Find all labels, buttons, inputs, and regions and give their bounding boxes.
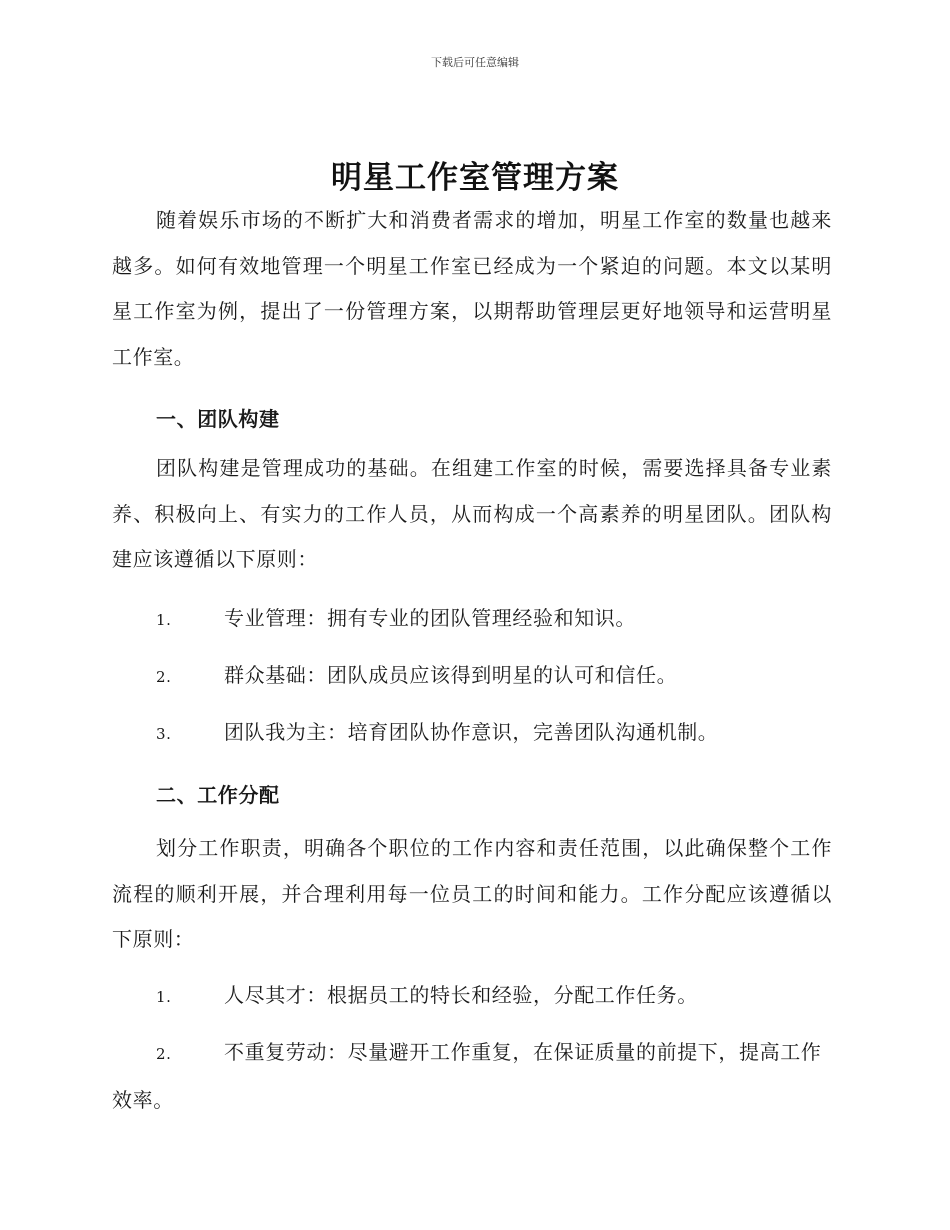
list-item-text: 团队我为主：培育团队协作意识，完善团队沟通机制。 xyxy=(224,720,719,744)
list-item-text: 专业管理：拥有专业的团队管理经验和知识。 xyxy=(224,606,636,630)
list-item-number: 2. xyxy=(156,1045,172,1063)
document-title: 明星工作室管理方案 xyxy=(331,160,619,196)
list-item-text: 人尽其才：根据员工的特长和经验，分配工作任务。 xyxy=(224,983,698,1007)
list-item xyxy=(112,1030,832,1123)
work-paragraph: 划分工作职责，明确各个职位的工作内容和责任范围，以此确保整个工作流程的顺利开展，并合理利用每一位员工的时间和能力。工作分配应该遵循以下原则： xyxy=(112,836,832,951)
intro-paragraph: 随着娱乐市场的不断扩大和消费者需求的增加，明星工作室的数量也越来越多。如何有效地管理一个明星工作室已经成为一个紧迫的问题。本文以某明星工作室为例，提出了一份管理方案，以期帮助管理层更好地领导和运营明星工作室。 xyxy=(112,208,832,369)
list-item-number: 3. xyxy=(156,725,172,743)
section-heading-work: 二、工作分配 xyxy=(156,783,280,807)
section-heading-team: 一、团队构建 xyxy=(156,407,280,431)
list-item-text: 不重复劳动：尽量避开工作重复，在保证质量的前提下，提高工作效率。 xyxy=(112,1040,822,1112)
list-item xyxy=(112,596,832,644)
list-item-number: 2. xyxy=(156,668,172,686)
list-item-number: 1. xyxy=(156,611,172,629)
list-item xyxy=(112,653,832,701)
team-paragraph: 团队构建是管理成功的基础。在组建工作室的时候，需要选择具备专业素养、积极向上、有实力的工作人员，从而构成一个高素养的明星团队。团队构建应该遵循以下原则： xyxy=(112,456,832,571)
list-item-text: 群众基础：团队成员应该得到明星的认可和信任。 xyxy=(224,663,678,687)
list-item xyxy=(112,973,832,1021)
list-item-number: 1. xyxy=(156,988,172,1006)
list-item xyxy=(112,710,832,758)
header-note: 下载后可任意编辑 xyxy=(431,56,519,69)
